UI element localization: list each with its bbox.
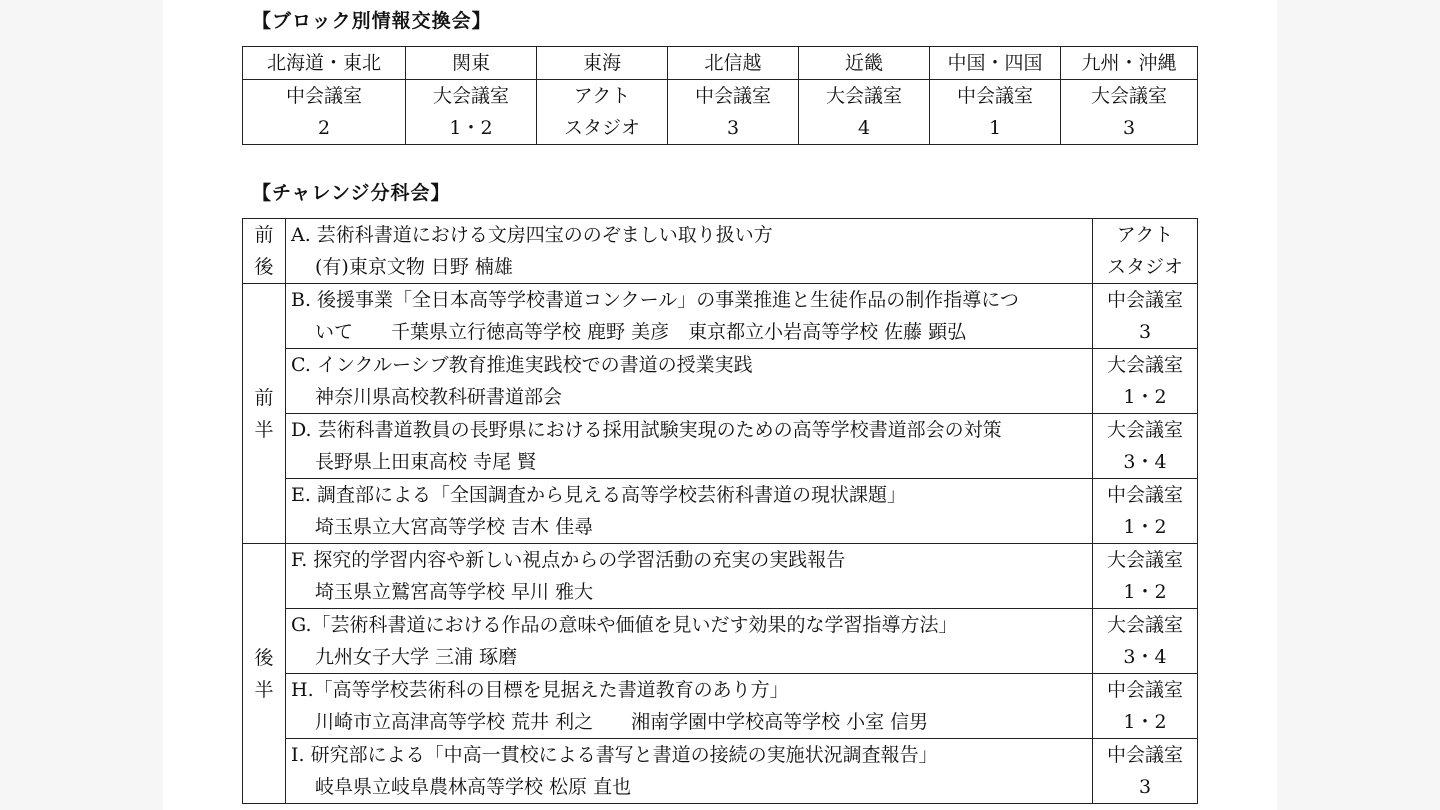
block-name: 東海	[537, 47, 668, 80]
block-room: 中会議室 1	[930, 80, 1061, 145]
session-topic: F. 探究的学習内容や新しい視点からの学習活動の充実の実践報告 埼玉県立鷲宮高等学校 早川 雅大	[286, 544, 1093, 609]
block-room: 大会議室 1・2	[406, 80, 537, 145]
challenge-section-heading: 【チャレンジ分科会】	[252, 182, 451, 204]
table-row	[243, 609, 1198, 674]
block-room: 中会議室 3	[668, 80, 799, 145]
period-label-second-half: 後 半	[243, 544, 286, 804]
session-room: 中会議室 3	[1093, 739, 1198, 804]
block-name: 北海道・東北	[243, 47, 406, 80]
block-section-heading: 【ブロック別情報交換会】	[252, 10, 492, 32]
block-room: アクト スタジオ	[537, 80, 668, 145]
block-room: 大会議室 4	[799, 80, 930, 145]
block-room-row	[243, 80, 1198, 145]
session-room: 大会議室 3・4	[1093, 414, 1198, 479]
table-row	[243, 219, 1198, 284]
session-topic: I. 研究部による「中高一貫校による書写と書道の接続の実施状況調査報告」 岐阜県立岐阜農林高等学校 松原 直也	[286, 739, 1093, 804]
table-row	[243, 674, 1198, 739]
table-row	[243, 284, 1198, 349]
session-topic: G.「芸術科書道における作品の意味や価値を見いだす効果的な学習指導方法」 九州女子大学 三浦 琢磨	[286, 609, 1093, 674]
block-header-row	[243, 47, 1198, 80]
block-room: 大会議室 3	[1061, 80, 1198, 145]
block-name: 関東	[406, 47, 537, 80]
block-name: 北信越	[668, 47, 799, 80]
session-room: 中会議室 1・2	[1093, 479, 1198, 544]
session-room: 大会議室 1・2	[1093, 349, 1198, 414]
session-topic: B. 後援事業「全日本高等学校書道コンクール」の事業推進と生徒作品の制作指導につ いて 千葉県立行徳高等学校 鹿野 美彦 東京都立小岩高等学校 佐藤 顕弘	[286, 284, 1093, 349]
session-room: アクト スタジオ	[1093, 219, 1198, 284]
session-topic: H.「高等学校芸術科の目標を見据えた書道教育のあり方」 川崎市立高津高等学校 荒井 利之 湘南学園中学校高等学校 小室 信男	[286, 674, 1093, 739]
block-name: 近畿	[799, 47, 930, 80]
table-row	[243, 739, 1198, 804]
challenge-session-table	[242, 218, 1198, 804]
block-name: 中国・四国	[930, 47, 1061, 80]
block-name: 九州・沖縄	[1061, 47, 1198, 80]
session-topic: C. インクルーシブ教育推進実践校での書道の授業実践 神奈川県高校教科研書道部会	[286, 349, 1093, 414]
session-topic: E. 調査部による「全国調査から見える高等学校芸術科書道の現状課題」 埼玉県立大宮高等学校 吉木 佳尋	[286, 479, 1093, 544]
period-label-first-half: 前 半	[243, 284, 286, 544]
table-row	[243, 414, 1198, 479]
table-row	[243, 479, 1198, 544]
session-room: 大会議室 3・4	[1093, 609, 1198, 674]
table-row	[243, 544, 1198, 609]
session-topic: A. 芸術科書道における文房四宝ののぞましい取り扱い方 (有)東京文物 日野 楠雄	[286, 219, 1093, 284]
session-room: 大会議室 1・2	[1093, 544, 1198, 609]
block-meeting-table	[242, 46, 1198, 145]
session-room: 中会議室 1・2	[1093, 674, 1198, 739]
period-label-both: 前 後	[243, 219, 286, 284]
session-room: 中会議室 3	[1093, 284, 1198, 349]
session-topic: D. 芸術科書道教員の長野県における採用試験実現のための高等学校書道部会の対策 長野県上田東高校 寺尾 賢	[286, 414, 1093, 479]
table-row	[243, 349, 1198, 414]
block-room: 中会議室 2	[243, 80, 406, 145]
